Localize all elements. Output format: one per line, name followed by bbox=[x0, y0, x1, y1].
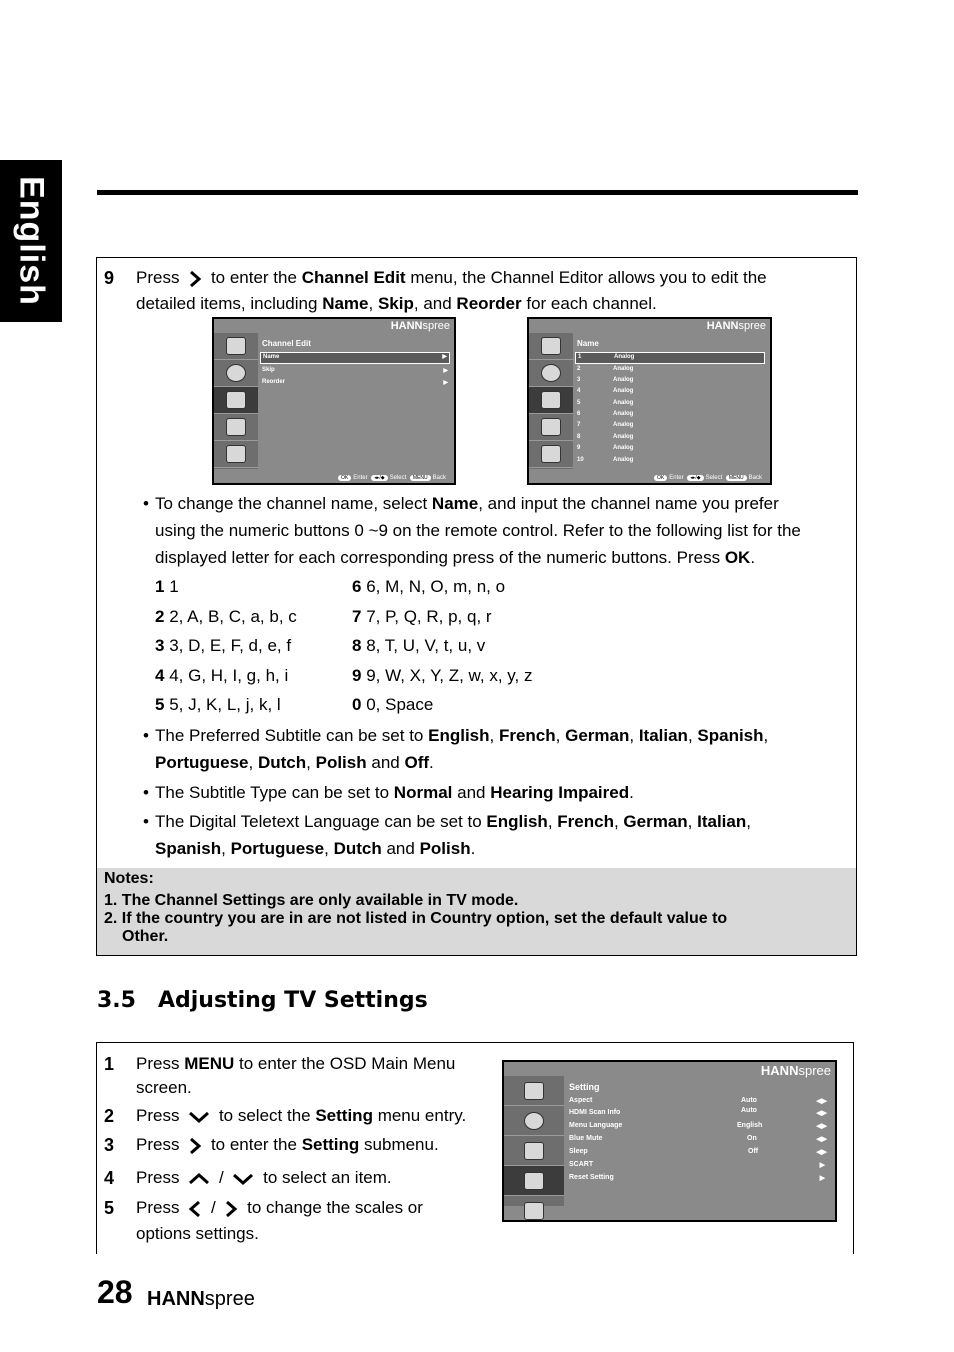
osd-item-reorder[interactable]: Reorder ▶ bbox=[262, 379, 448, 386]
right-arrow-icon bbox=[188, 270, 202, 288]
ok-term: OK bbox=[724, 548, 751, 567]
osd-footer: OK Enter ◂▸/◆ Select MENU Back bbox=[336, 475, 446, 481]
osd-channel-row[interactable]: 4 Analog bbox=[577, 388, 634, 394]
channel-edit-term: Channel Edit bbox=[301, 268, 406, 287]
picture-icon bbox=[529, 333, 573, 360]
osd-brand: HANNspree bbox=[706, 320, 766, 332]
step-number: 9 bbox=[104, 268, 115, 288]
tv-icon bbox=[529, 387, 573, 414]
audio-icon bbox=[529, 360, 573, 387]
picture-icon bbox=[214, 333, 258, 360]
osd-item-skip[interactable]: Skip ▶ bbox=[262, 367, 448, 374]
osd-title: Channel Edit bbox=[262, 339, 311, 348]
osd-channel-row[interactable]: 2 Analog bbox=[577, 366, 634, 372]
osd-channel-row[interactable]: 6 Analog bbox=[577, 411, 634, 417]
text: . bbox=[750, 548, 756, 567]
audio-icon bbox=[504, 1106, 564, 1136]
bullet-teletext: • The Digital Teletext Language can be set to English, French, German, Italian, Spanish, Portuguese, Dutch and Polish. bbox=[143, 812, 751, 858]
setting-icon bbox=[214, 414, 258, 441]
osd-channel-row[interactable]: 7 Analog bbox=[577, 422, 634, 428]
page-number: 28 bbox=[97, 1274, 133, 1310]
section-heading: 3.5 Adjusting TV Settings bbox=[97, 988, 428, 1013]
osd-channel-edit bbox=[212, 317, 456, 485]
down-arrow-icon bbox=[232, 1172, 254, 1186]
bullet-rename: • To change the channel name, select Name, and input the channel name you prefer using the numeric buttons 0 ~9 on the remote control. Refer to the following list for the displayed letter for each corresponding press of the numeric buttons. Press OK. bbox=[143, 494, 801, 567]
osd-title: Name bbox=[577, 339, 599, 348]
osd-sidebar bbox=[529, 333, 573, 469]
lock-icon bbox=[214, 441, 258, 468]
osd-setting-row[interactable]: Sleep Off ◀▶ bbox=[569, 1148, 827, 1156]
text: menu, the Channel Editor allows you to edit the bbox=[410, 268, 767, 287]
bullet-subtitle-type: • The Subtitle Type can be set to Normal and Hearing Impaired. bbox=[143, 783, 634, 802]
right-arrow-icon bbox=[188, 1137, 202, 1155]
osd-setting-row[interactable]: Reset Setting ▶ bbox=[569, 1174, 825, 1182]
osd-brand: HANNspree bbox=[760, 1063, 831, 1078]
header-rule bbox=[97, 190, 858, 195]
osd-name-list bbox=[527, 317, 772, 485]
setting-icon bbox=[504, 1166, 564, 1196]
tv-icon bbox=[214, 387, 258, 414]
setting-icon bbox=[529, 414, 573, 441]
osd-setting-row[interactable]: Menu Language English ◀▶ bbox=[569, 1122, 827, 1130]
osd-item-name[interactable]: Name ▶ bbox=[260, 352, 450, 364]
language-tab-label: English bbox=[12, 176, 51, 306]
text: to enter the bbox=[210, 268, 297, 287]
osd-setting-row[interactable]: Blue Mute On ◀▶ bbox=[569, 1135, 827, 1143]
skip-term: Skip bbox=[377, 294, 414, 313]
osd-sidebar bbox=[504, 1076, 564, 1206]
text: displayed letter for each corresponding press of the numeric buttons. Press bbox=[155, 548, 721, 567]
keypad-entry: 3 3, D, E, F, d, e, f bbox=[155, 636, 292, 655]
osd-setting-menu bbox=[502, 1060, 837, 1222]
osd-channel-row[interactable]: 3 Analog bbox=[577, 377, 634, 383]
text: using the numeric buttons 0 ~9 on the remote control. Refer to the following list for the bbox=[155, 521, 801, 540]
notes-title: Notes: bbox=[104, 870, 154, 887]
keypad-entry: 7 7, P, Q, R, p, q, r bbox=[352, 607, 492, 626]
step-9: 9 Press to enter the Channel Edit menu, the Channel Editor allows you to edit the detailed items, including Name, Skip, and Reorder for each channel. bbox=[104, 265, 844, 321]
text: To change the channel name, select bbox=[155, 494, 428, 513]
right-arrow-icon bbox=[224, 1200, 238, 1218]
name-term: Name bbox=[322, 294, 369, 313]
lock-icon bbox=[504, 1196, 564, 1222]
osd-setting-row[interactable]: Aspect Auto ◀▶ bbox=[569, 1097, 827, 1105]
osd-footer: OK Enter ◂▸/◆ Select MENU Back bbox=[652, 475, 762, 481]
bullet-subtitle: • The Preferred Subtitle can be set to English, French, German, Italian, Spanish, Portuguese, Dutch, Polish and Off. bbox=[143, 726, 769, 772]
keypad-entry: 4 4, G, H, I, g, h, i bbox=[155, 666, 289, 685]
up-arrow-icon bbox=[188, 1172, 210, 1186]
text: and bbox=[423, 294, 452, 313]
down-arrow-icon bbox=[188, 1110, 210, 1124]
keypad-entry: 2 2, A, B, C, a, b, c bbox=[155, 607, 297, 626]
text: for each channel. bbox=[526, 294, 657, 313]
note-2-cont: Other. bbox=[122, 928, 169, 945]
osd-setting-row[interactable]: SCART ▶ bbox=[569, 1161, 825, 1169]
osd-brand: HANNspree bbox=[390, 320, 450, 332]
left-arrow-icon bbox=[188, 1200, 202, 1218]
osd-title: Setting bbox=[569, 1082, 600, 1092]
keypad-entry: 1 1 bbox=[155, 577, 179, 596]
reorder-term: Reorder bbox=[456, 294, 522, 313]
keypad-entry: 9 9, W, X, Y, Z, w, x, y, z bbox=[352, 666, 533, 685]
text: , and input the channel name you prefer bbox=[478, 494, 779, 513]
osd-setting-row[interactable]: HDMI Scan Info Auto ◀▶ bbox=[569, 1107, 827, 1117]
osd-channel-row[interactable]: 1 Analog bbox=[575, 352, 765, 364]
text: Press bbox=[136, 268, 180, 287]
note-2: 2. If the country you are in are not listed in Country option, set the default value to bbox=[104, 910, 728, 927]
keypad-entry: 5 5, J, K, L, j, k, l bbox=[155, 695, 281, 714]
keypad-entry: 8 8, T, U, V, t, u, v bbox=[352, 636, 486, 655]
osd-sidebar bbox=[214, 333, 258, 469]
notes-box bbox=[97, 868, 856, 955]
note-1: 1. The Channel Settings are only available in TV mode. bbox=[104, 892, 519, 909]
footer-brand: HANNspree bbox=[147, 1288, 255, 1310]
tv-icon bbox=[504, 1136, 564, 1166]
osd-channel-row[interactable]: 9 Analog bbox=[577, 445, 634, 451]
keypad-entry: 0 0, Space bbox=[352, 695, 434, 714]
osd-channel-row[interactable]: 10 Analog bbox=[577, 457, 634, 463]
osd-channel-row[interactable]: 5 Analog bbox=[577, 400, 634, 406]
osd-channel-row[interactable]: 8 Analog bbox=[577, 434, 634, 440]
language-tab bbox=[0, 160, 62, 322]
audio-icon bbox=[214, 360, 258, 387]
text: detailed items, including bbox=[136, 294, 318, 313]
name-term: Name bbox=[431, 494, 479, 513]
picture-icon bbox=[504, 1076, 564, 1106]
lock-icon bbox=[529, 441, 573, 468]
keypad-entry: 6 6, M, N, O, m, n, o bbox=[352, 577, 506, 596]
